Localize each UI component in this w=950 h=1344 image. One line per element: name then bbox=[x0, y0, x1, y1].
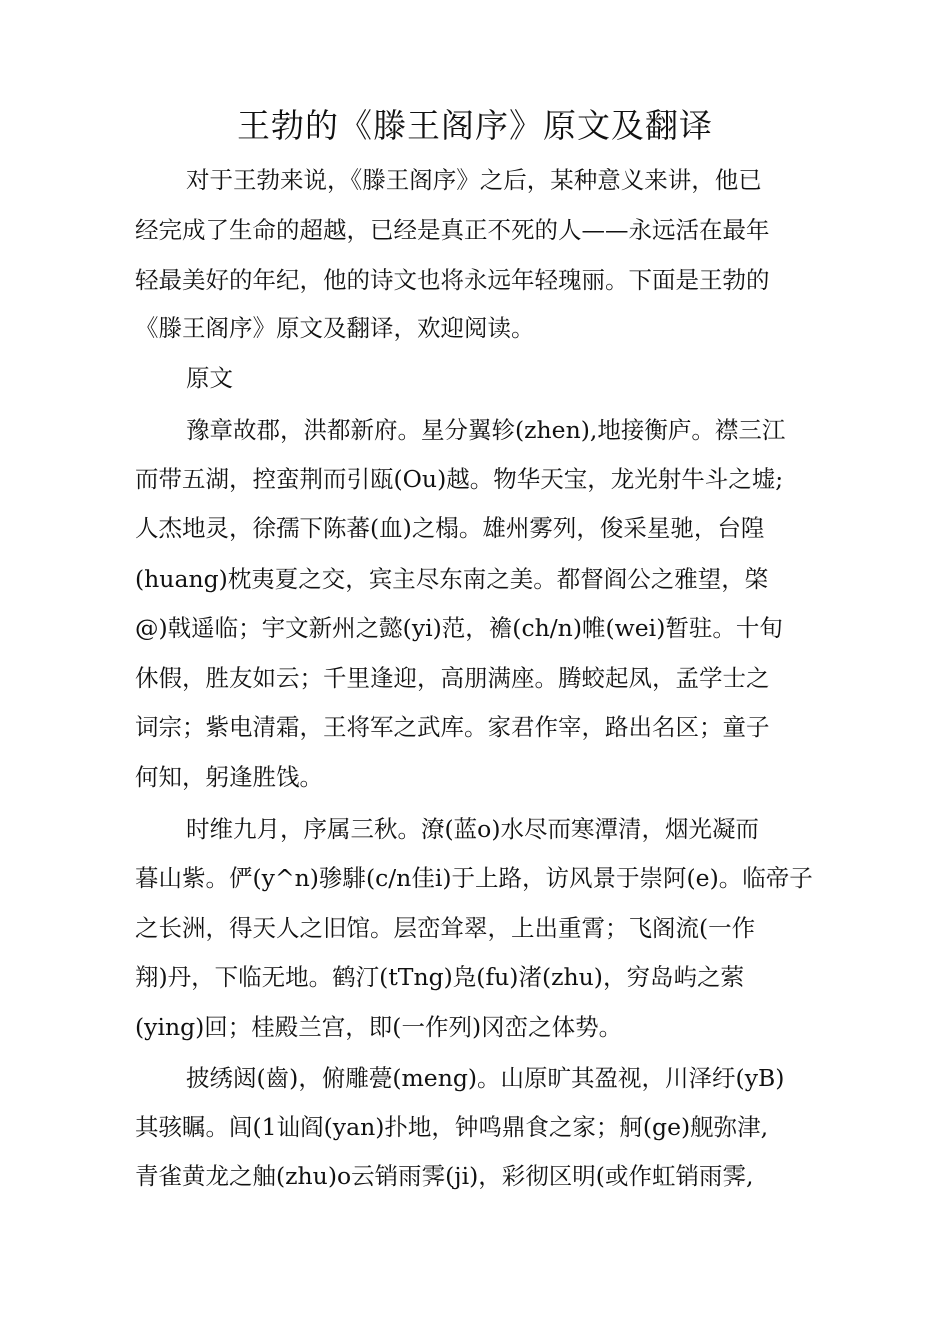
paragraph-line-14: 披绣闼(齒)，俯雕甍(meng)。山原旷其盈视，川泽纡(yB) bbox=[186, 1064, 785, 1092]
paragraph-line-12: 翔)丹，下临无地。鹤汀(tTng)凫(fu)渚(zhu)，穷岛屿之萦 bbox=[135, 963, 744, 991]
paragraph-line-15: 其骇瞩。闾(1讪阎(yan)扑地，钟鸣鼎食之家；舸(ge)舰弥津, bbox=[135, 1113, 769, 1141]
paragraph-line-1: 豫章故郡，洪都新府。星分翼轸(zhen),地接衡庐。襟三江 bbox=[186, 416, 786, 444]
paragraph-line-11: 之长洲，得天人之旧馆。层峦耸翠，上出重霄；飞阁流(一作 bbox=[135, 914, 756, 942]
paragraph-line-2: 而带五湖，控蛮荆而引瓯(Ou)越。物华天宝，龙光射牛斗之墟; bbox=[135, 465, 784, 493]
paragraph-line-13: (ying)回；桂殿兰宫，即(一作列)冈峦之体势。 bbox=[135, 1013, 623, 1041]
paragraph-line-8: 何知，躬逢胜饯。 bbox=[135, 763, 323, 791]
document-title: 王勃的《滕王阁序》原文及翻译 bbox=[237, 106, 713, 145]
paragraph-line-intro-4: 《滕王阁序》原文及翻译，欢迎阅读。 bbox=[135, 314, 535, 342]
paragraph-line-intro-2: 经完成了生命的超越，已经是真正不死的人——永远活在最年 bbox=[135, 216, 770, 244]
paragraph-line-intro-1: 对于王勃来说，《滕王阁序》之后，某种意义来讲，他已 bbox=[186, 166, 762, 194]
paragraph-line-9: 时维九月，序属三秋。潦(蓝o)水尽而寒潭清，烟光凝而 bbox=[186, 815, 759, 843]
paragraph-line-7: 词宗；紫电清霜，王将军之武库。家君作宰，路出名区；童子 bbox=[135, 713, 770, 741]
paragraph-line-5: @)戟遥临；宇文新州之懿(yi)范，襜(ch/n)帷(wei)暂驻。十旬 bbox=[135, 614, 783, 642]
paragraph-line-3: 人杰地灵，徐孺下陈蕃(血)之榻。雄州雾列，俊采星驰，台隍 bbox=[135, 514, 765, 542]
paragraph-line-16: 青雀黄龙之舳(zhu)o云销雨霁(ji)，彩彻区明(或作虹销雨霁, bbox=[135, 1162, 754, 1190]
paragraph-line-6: 休假，胜友如云；千里逢迎，高朋满座。腾蛟起凤，孟学士之 bbox=[135, 664, 770, 692]
paragraph-line-4: (huang)枕夷夏之交，宾主尽东南之美。都督阎公之雅望，棨 bbox=[135, 565, 769, 593]
paragraph-line-10: 暮山紫。俨(y^n)骖騑(c/n佳i)于上路，访风景于崇阿(e)。临帝子 bbox=[135, 864, 813, 892]
paragraph-line-intro-3: 轻最美好的年纪，他的诗文也将永远年轻瑰丽。下面是王勃的 bbox=[135, 266, 770, 294]
section-heading-original: 原文 bbox=[186, 364, 233, 392]
